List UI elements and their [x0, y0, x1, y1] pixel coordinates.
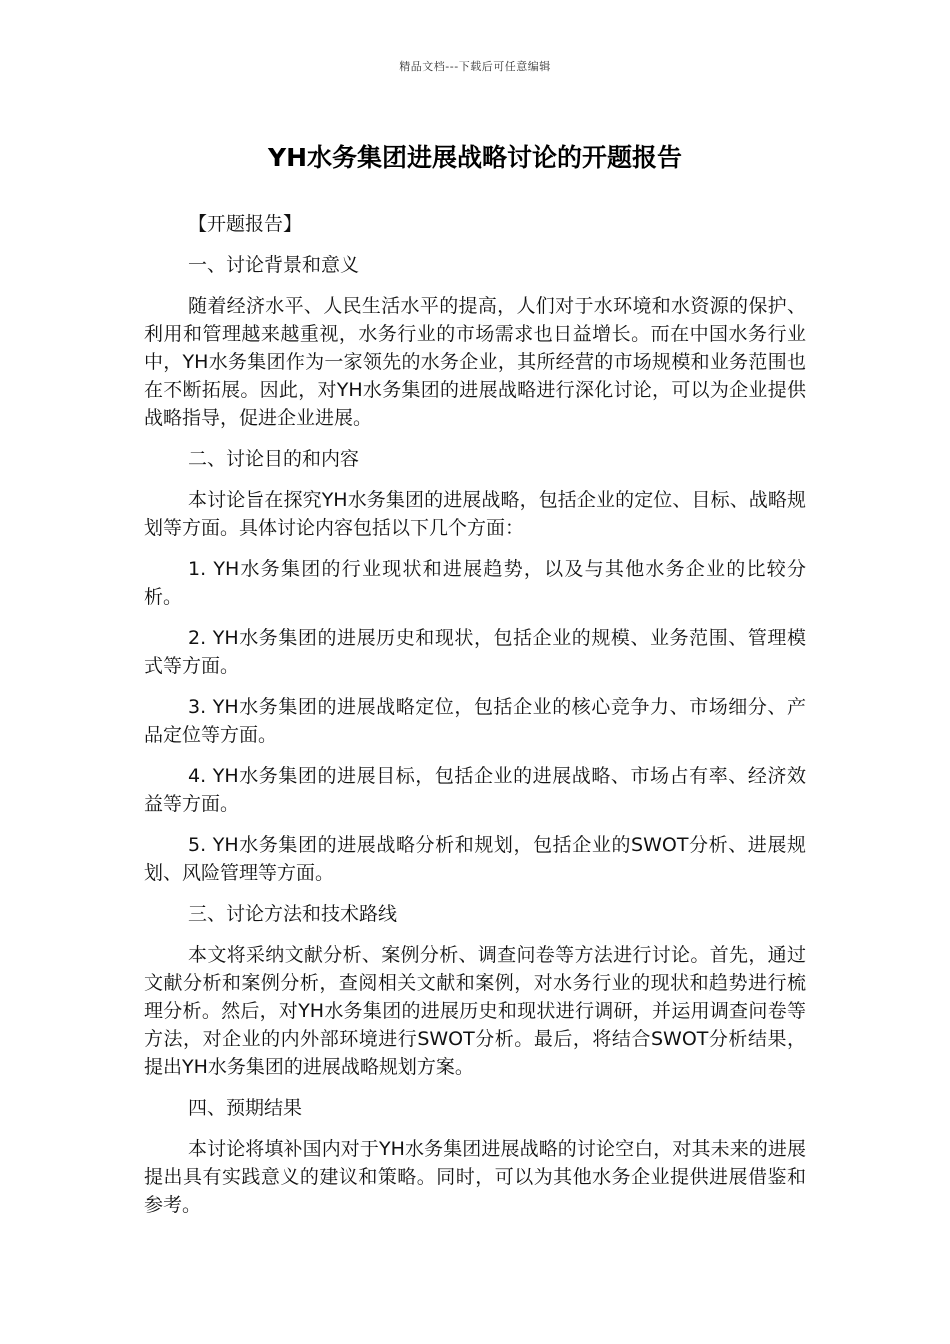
- list-item-5: 5. YH水务集团的进展战略分析和规划，包括企业的SWOT分析、进展规划、风险管理等方面。: [144, 834, 806, 884]
- document-body: [144, 210, 806, 1232]
- list-item-2: 2. YH水务集团的进展历史和现状，包括企业的规模、业务范围、管理模式等方面。: [144, 627, 806, 677]
- list-item-3: 3. YH水务集团的进展战略定位，包括企业的核心竞争力、市场细分、产品定位等方面。: [144, 696, 806, 746]
- paragraph-background: 随着经济水平、人民生活水平的提高，人们对于水环境和水资源的保护、利用和管理越来越重视，水务行业的市场需求也日益增长。而在中国水务行业中，YH水务集团作为一家领先的水务企业，其所经营的市场规模和业务范围也在不断拓展。因此，对YH水务集团的进展战略进行深化讨论，可以为企业提供战略指导，促进企业进展。: [144, 295, 806, 429]
- list-item-4: 4. YH水务集团的进展目标，包括企业的进展战略、市场占有率、经济效益等方面。: [144, 765, 806, 815]
- heading-expected-results: 四、预期结果: [188, 1097, 303, 1119]
- list-item-1: 1. YH水务集团的行业现状和进展趋势，以及与其他水务企业的比较分析。: [144, 558, 806, 608]
- document-title: YH水务集团进展战略讨论的开题报告: [267, 143, 683, 172]
- heading-purpose: 二、讨论目的和内容: [188, 448, 360, 470]
- header-note: 精品文档---下载后可任意编辑: [399, 60, 551, 73]
- heading-background: 一、讨论背景和意义: [188, 254, 360, 276]
- paragraph-expected-results: 本讨论将填补国内对于YH水务集团进展战略的讨论空白，对其未来的进展提出具有实践意义的建议和策略。同时，可以为其他水务企业提供进展借鉴和参考。: [144, 1138, 806, 1216]
- section-label-report: 【开题报告】: [188, 213, 303, 235]
- heading-methods: 三、讨论方法和技术路线: [188, 903, 398, 925]
- paragraph-methods: 本文将采纳文献分析、案例分析、调查问卷等方法进行讨论。首先，通过文献分析和案例分析，查阅相关文献和案例，对水务行业的现状和趋势进行梳理分析。然后，对YH水务集团的进展历史和现状进行调研，并运用调查问卷等方法，对企业的内外部环境进行SWOT分析。最后，将结合SWOT分析结果，提出YH水务集团的进展战略规划方案。: [144, 944, 806, 1078]
- paragraph-purpose: 本讨论旨在探究YH水务集团的进展战略，包括企业的定位、目标、战略规划等方面。具体讨论内容包括以下几个方面：: [144, 489, 806, 539]
